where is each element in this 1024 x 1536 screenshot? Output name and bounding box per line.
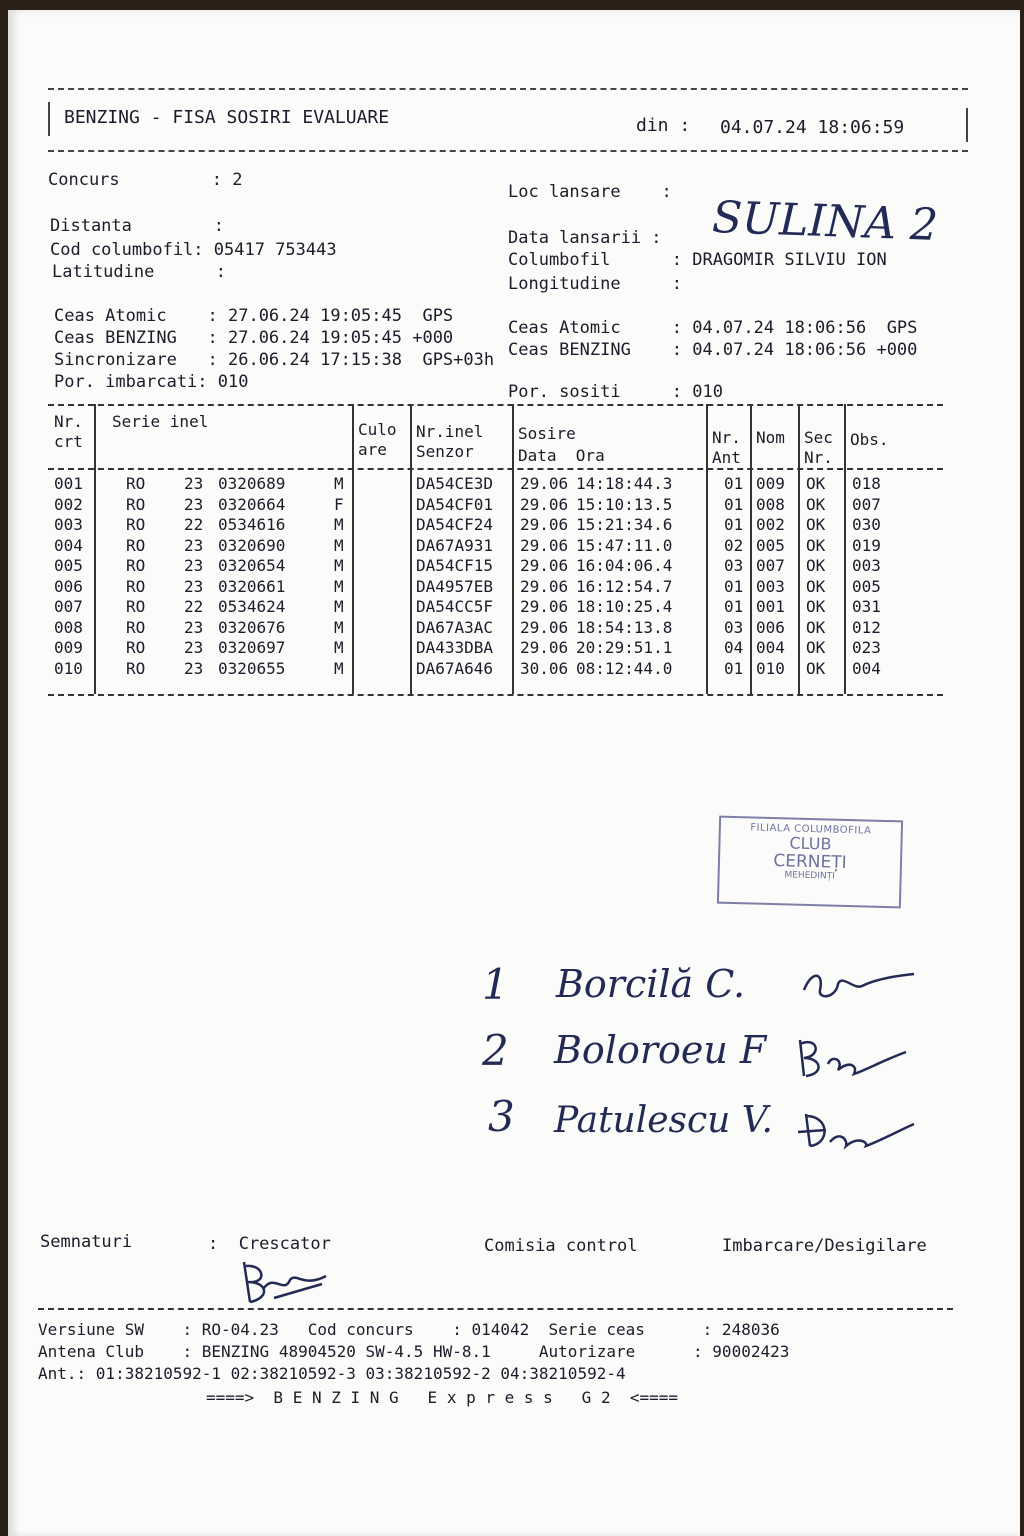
loc-lansare-line: Loc lansare :: [508, 182, 672, 202]
cell-senzor: DA54CE3D: [416, 474, 494, 493]
cell-data: 29.06: [520, 617, 569, 637]
latitudine-line: Latitudine :: [52, 262, 226, 282]
cell-sex: M: [334, 638, 344, 657]
cell-sex: M: [334, 617, 344, 637]
cell-nr: 007: [54, 597, 83, 616]
commission-num-1: 1: [482, 960, 509, 1009]
cell-nom: 001: [756, 597, 785, 616]
cell-data: 29.06: [520, 597, 569, 616]
footer-line-1: Versiune SW : RO-04.23 Cod concurs : 014042 Serie ceas : 248036: [38, 1320, 780, 1339]
cell-senzor: DA67A931: [416, 535, 494, 555]
cell-an: 22: [184, 597, 204, 616]
cell-senzor: DA67A646: [416, 658, 494, 678]
crescator-signature-icon: [234, 1258, 334, 1308]
cell-data: 30.06: [520, 658, 569, 678]
cell-inel: 0320661: [218, 576, 286, 596]
imbarcare-label: Imbarcare/Desigilare: [722, 1236, 927, 1256]
cell-sec: OK: [806, 658, 826, 678]
cell-nom: 008: [756, 494, 785, 514]
cell-senzor: DA54CF01: [416, 494, 494, 514]
cell-ant: 01: [724, 474, 744, 493]
cell-inel: 0320690: [218, 535, 286, 555]
cell-senzor: DA67A3AC: [416, 617, 494, 637]
cell-an: 23: [184, 576, 204, 596]
th-nr-ant-2: Ant: [712, 448, 741, 467]
cod-columbofil-line: Cod columbofil: 05417 753443: [50, 240, 337, 260]
cell-ora: 08:12:44.0: [576, 658, 673, 678]
cell-nr: 010: [54, 658, 83, 678]
clock-right-3: Por. sositi : 010: [508, 382, 723, 402]
stamp-line-1: FILIALA COLUMBOFILA: [750, 822, 872, 837]
th-senzor: Senzor: [416, 442, 474, 461]
cell-obs: 023: [852, 638, 881, 657]
clock-left-3: Sincronizare : 26.06.24 17:15:38 GPS+03h: [54, 350, 495, 370]
clock-left-1: Ceas Atomic : 27.06.24 19:05:45 GPS: [54, 306, 454, 326]
table-row: [8, 474, 1008, 494]
cell-sec: OK: [806, 576, 826, 596]
commission-name-1: Borcilă C.: [556, 962, 746, 1006]
table-row: [8, 536, 1008, 556]
cell-inel: 0320664: [218, 494, 286, 514]
cell-ora: 18:54:13.8: [576, 617, 673, 637]
cell-ant: 03: [724, 617, 744, 637]
stamp-line-3: CERNEȚI: [773, 851, 847, 873]
cell-sec: OK: [806, 535, 826, 555]
cell-ant: 01: [724, 494, 744, 514]
cell-obs: 031: [852, 597, 881, 616]
th-nr: Nr.: [54, 412, 83, 431]
cell-nr: 002: [54, 494, 83, 514]
clock-left-2: Ceas BENZING : 27.06.24 19:05:45 +000: [54, 328, 454, 348]
th-nr-ant-1: Nr.: [712, 428, 741, 447]
cell-data: 29.06: [520, 638, 569, 657]
cell-tara: RO: [126, 576, 146, 596]
cell-nr: 009: [54, 638, 83, 657]
th-data-ora: Data Ora: [518, 446, 605, 465]
cell-ant: 03: [724, 556, 744, 575]
table-row: [8, 515, 1008, 535]
cell-nom: 003: [756, 576, 785, 596]
cell-data: 29.06: [520, 535, 569, 555]
cell-senzor: DA54CC5F: [416, 597, 494, 616]
clock-right-2: Ceas BENZING : 04.07.24 18:06:56 +000: [508, 340, 918, 360]
th-nr-inel: Nr.inel: [416, 422, 484, 441]
cell-data: 29.06: [520, 494, 569, 514]
data-lansarii-line: Data lansarii :: [508, 228, 662, 248]
cell-an: 23: [184, 535, 204, 555]
table-row: [8, 577, 1008, 597]
cell-sex: F: [334, 494, 344, 514]
cell-inel: 0534624: [218, 597, 286, 616]
semnaturi-label: Semnaturi: [40, 1232, 133, 1252]
signature-2-icon: [792, 1030, 912, 1090]
date-value: 04.07.24 18:06:59: [720, 117, 905, 138]
cell-ora: 14:18:44.3: [576, 474, 673, 493]
cell-obs: 003: [852, 556, 881, 575]
th-sosire: Sosire: [518, 424, 576, 443]
crescator-label: : Crescator: [208, 1234, 331, 1254]
columbofil-line: Columbofil : DRAGOMIR SILVIU ION: [508, 250, 887, 270]
cell-senzor: DA54CF15: [416, 556, 494, 575]
cell-nr: 001: [54, 474, 83, 493]
cell-ora: 16:12:54.7: [576, 576, 673, 596]
signature-3-icon: [796, 1106, 916, 1156]
cell-sex: M: [334, 556, 344, 575]
cell-inel: 0534616: [218, 515, 286, 534]
th-nom: Nom: [756, 428, 785, 447]
cell-tara: RO: [126, 556, 146, 575]
commission-num-2: 2: [482, 1026, 509, 1075]
cell-nom: 006: [756, 617, 785, 637]
cell-sec: OK: [806, 515, 826, 534]
th-sec-2: Nr.: [804, 448, 833, 467]
cell-data: 29.06: [520, 515, 569, 534]
cell-data: 29.06: [520, 556, 569, 575]
cell-inel: 0320655: [218, 658, 286, 678]
comisia-control-label: Comisia control: [484, 1236, 638, 1256]
cell-sex: M: [334, 515, 344, 534]
table-row: [8, 659, 1008, 679]
cell-inel: 0320689: [218, 474, 286, 493]
cell-an: 23: [184, 617, 204, 637]
cell-ant: 01: [724, 658, 744, 678]
th-culoare-1: Culo: [358, 420, 397, 439]
cell-an: 23: [184, 494, 204, 514]
clock-right-1: Ceas Atomic : 04.07.24 18:06:56 GPS: [508, 318, 918, 338]
date-label: din :: [636, 115, 691, 136]
th-obs: Obs.: [850, 430, 889, 449]
cell-sec: OK: [806, 617, 826, 637]
cell-obs: 005: [852, 576, 881, 596]
cell-nr: 005: [54, 556, 83, 575]
cell-obs: 012: [852, 617, 881, 637]
cell-tara: RO: [126, 617, 146, 637]
cell-ora: 15:47:11.0: [576, 535, 673, 555]
stamp-line-2: CLUB: [789, 833, 832, 854]
cell-nom: 010: [756, 658, 785, 678]
cell-nr: 008: [54, 617, 83, 637]
cell-ora: 15:10:13.5: [576, 494, 673, 514]
club-stamp: [717, 816, 903, 909]
cell-sec: OK: [806, 556, 826, 575]
cell-sec: OK: [806, 474, 826, 493]
cell-tara: RO: [126, 515, 146, 534]
cell-tara: RO: [126, 638, 146, 657]
cell-an: 23: [184, 658, 204, 678]
cell-inel: 0320697: [218, 638, 286, 657]
cell-an: 23: [184, 638, 204, 657]
cell-nom: 004: [756, 638, 785, 657]
cell-nr: 006: [54, 576, 83, 596]
cell-sex: M: [334, 576, 344, 596]
cell-sex: M: [334, 474, 344, 493]
cell-sex: M: [334, 535, 344, 555]
concurs-line: Concurs : 2: [48, 170, 243, 190]
document-title: BENZING - FISA SOSIRI EVALUARE: [64, 107, 390, 128]
th-culoare-2: are: [358, 440, 387, 459]
cell-data: 29.06: [520, 474, 569, 493]
cell-senzor: DA433DBA: [416, 638, 494, 657]
printout-sheet: [8, 10, 1020, 1536]
cell-an: 22: [184, 515, 204, 534]
stamp-line-4: MEHEDINȚI: [784, 870, 835, 882]
table-row: [8, 597, 1008, 617]
cell-ant: 04: [724, 638, 744, 657]
table-row: [8, 495, 1008, 515]
cell-nr: 004: [54, 535, 83, 555]
cell-inel: 0320654: [218, 556, 286, 575]
cell-obs: 019: [852, 535, 881, 555]
commission-name-3: Patulescu V.: [554, 1100, 773, 1141]
th-serie-inel: Serie inel: [112, 412, 209, 431]
cell-obs: 030: [852, 515, 881, 534]
cell-ora: 16:04:06.4: [576, 556, 673, 575]
cell-inel: 0320676: [218, 617, 286, 637]
cell-ant: 01: [724, 576, 744, 596]
cell-obs: 007: [852, 494, 881, 514]
cell-tara: RO: [126, 494, 146, 514]
cell-nom: 007: [756, 556, 785, 575]
cell-sec: OK: [806, 597, 826, 616]
cell-sec: OK: [806, 638, 826, 657]
cell-nom: 005: [756, 535, 785, 555]
cell-senzor: DA54CF24: [416, 515, 494, 534]
cell-ora: 20:29:51.1: [576, 638, 673, 657]
handwritten-location: SULINA 2: [711, 192, 939, 251]
commission-num-3: 3: [488, 1092, 515, 1141]
cell-tara: RO: [126, 658, 146, 678]
cell-nom: 009: [756, 474, 785, 493]
cell-ant: 02: [724, 535, 744, 555]
cell-obs: 018: [852, 474, 881, 493]
cell-data: 29.06: [520, 576, 569, 596]
cell-sec: OK: [806, 494, 826, 514]
header-box: [48, 88, 968, 152]
footer-line-3: Ant.: 01:38210592-1 02:38210592-3 03:38210592-2 04:38210592-4: [38, 1364, 626, 1383]
cell-obs: 004: [852, 658, 881, 678]
footer-line-2: Antena Club : BENZING 48904520 SW-4.5 HW-8.1 Autorizare : 90002423: [38, 1342, 790, 1361]
cell-sex: M: [334, 597, 344, 616]
cell-tara: RO: [126, 474, 146, 493]
table-row: [8, 556, 1008, 576]
cell-nr: 003: [54, 515, 83, 534]
cell-ora: 18:10:25.4: [576, 597, 673, 616]
distanta-line: Distanta :: [50, 216, 224, 236]
cell-tara: RO: [126, 597, 146, 616]
cell-ora: 15:21:34.6: [576, 515, 673, 534]
cell-ant: 01: [724, 515, 744, 534]
th-sec-1: Sec: [804, 428, 833, 447]
th-crt: crt: [54, 432, 83, 451]
cell-nom: 002: [756, 515, 785, 534]
footer-line-4: ====> B E N Z I N G E x p r e s s G 2 <====: [206, 1388, 679, 1407]
table-row: [8, 618, 1008, 638]
longitudine-line: Longitudine :: [508, 274, 682, 294]
signature-1-icon: [798, 960, 918, 1010]
table-row: [8, 638, 1008, 658]
cell-an: 23: [184, 556, 204, 575]
cell-ant: 01: [724, 597, 744, 616]
clock-left-4: Por. imbarcati: 010: [54, 372, 249, 392]
cell-senzor: DA4957EB: [416, 576, 494, 596]
cell-sex: M: [334, 658, 344, 678]
commission-name-2: Boloroeu F: [554, 1028, 767, 1072]
cell-tara: RO: [126, 535, 146, 555]
cell-an: 23: [184, 474, 204, 493]
